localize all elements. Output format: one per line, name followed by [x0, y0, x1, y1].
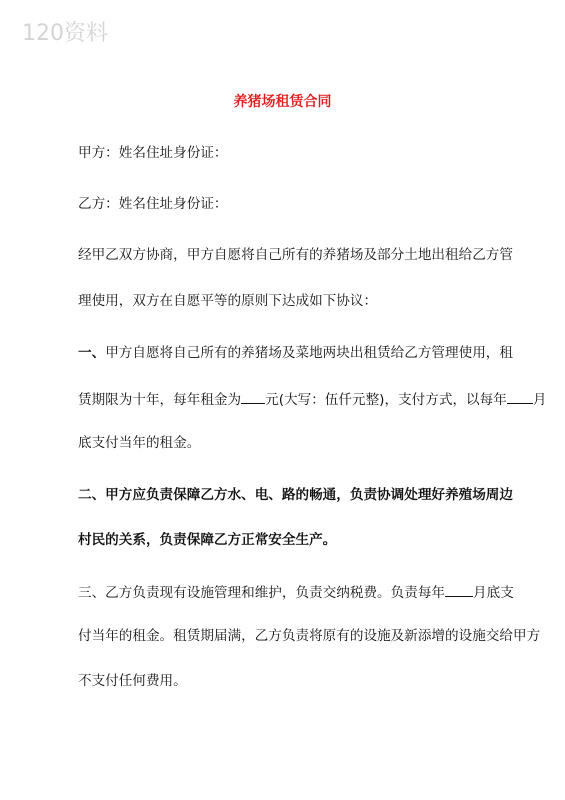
clause-1-text-1: 甲方自愿将自己所有的养猪场及菜地两块出租赁给乙方管理使用，租 [105, 345, 513, 361]
clause-1-text-2b: 元(大写：伍仟元整)，支付方式，以每年 [265, 392, 507, 408]
clause-2-line-1: 二、甲方应负责保障乙方水、电、路的畅通，负责协调处理好养殖场周边 [78, 487, 513, 503]
clause-2-line-2: 村民的关系，负责保障乙方正常安全生产。 [78, 532, 337, 548]
clause-1-text-2a: 赁期限为十年，每年租金为 [78, 392, 242, 408]
document-title: 养猪场租赁合同 [233, 94, 332, 110]
clause-1-line-1 [78, 344, 513, 362]
party-b-line: 乙方：姓名住址身份证： [78, 196, 228, 212]
clause-3-text-1a: 三、乙方负责现有设施管理和维护，负责交纳税费。负责每年 [78, 585, 446, 601]
party-a-line: 甲方：姓名住址身份证： [78, 145, 228, 161]
clause-3-month-blank [445, 582, 473, 597]
clause-1-label: 一、 [78, 345, 106, 361]
clause-1-text-2c: 月 [532, 392, 547, 408]
payment-month-blank [507, 389, 533, 404]
watermark-logo: 120资料 [22, 21, 108, 46]
rent-amount-blank [241, 389, 265, 404]
intro-line-2: 理使用，双方在自愿平等的原则下达成如下协议： [78, 293, 378, 309]
clause-1-line-2 [78, 389, 546, 409]
intro-line-1: 经甲乙双方协商，甲方自愿将自己所有的养猪场及部分土地出租给乙方管 [78, 247, 513, 263]
clause-1-line-3: 底支付当年的租金。 [78, 435, 201, 451]
clause-3-line-1 [78, 582, 514, 602]
clause-3-line-3: 不支付任何费用。 [78, 673, 187, 689]
clause-3-line-2: 付当年的租金。租赁期届满，乙方负责将原有的设施及新添增的设施交给甲方 [78, 628, 541, 644]
clause-3-text-1b: 月底支 [473, 585, 514, 601]
